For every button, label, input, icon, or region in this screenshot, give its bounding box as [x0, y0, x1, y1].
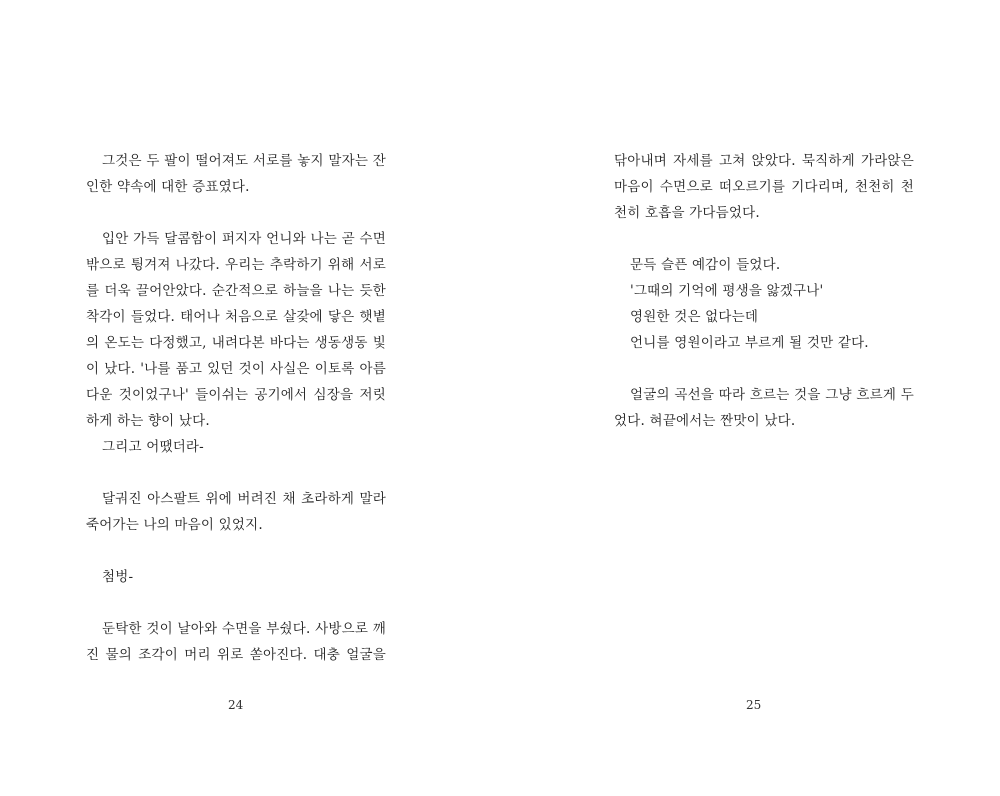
text-line: 영원한 것은 없다는데 [630, 309, 759, 325]
left-page-text [86, 148, 386, 668]
text-line: 언니를 영원이라고 부르게 될 것만 같다. [630, 335, 869, 351]
blank-line [614, 226, 914, 252]
text-line: 달궈진 아스팔트 위에 버려진 채 초라하게 말라 [102, 491, 386, 507]
blank-line [86, 538, 386, 564]
text-line: 착각이 들었다. 태어나 처음으로 살갗에 닿은 햇볕 [86, 309, 386, 325]
blank-line [86, 460, 386, 486]
text-line: 죽어가는 나의 마음이 있었지. [86, 517, 263, 533]
text-line: 인한 약속에 대한 증표였다. [86, 179, 250, 195]
blank-line [614, 356, 914, 382]
text-line: '그때의 기억에 평생을 앓겠구나' [630, 283, 824, 299]
page-number: 24 [228, 698, 244, 712]
text-line: 입안 가득 달콤함이 퍼지자 언니와 나는 곧 수면 [102, 231, 386, 247]
text-line: 이 났다. '나를 품고 있던 것이 사실은 이토록 아름 [86, 361, 386, 377]
text-line: 그것은 두 팔이 떨어져도 서로를 놓지 말자는 잔 [102, 153, 386, 169]
blank-line [86, 590, 386, 616]
text-line: 첨벙- [102, 569, 134, 585]
text-line: 밖으로 튕겨져 나갔다. 우리는 추락하기 위해 서로 [86, 257, 386, 273]
text-line: 얼굴의 곡선을 따라 흐르는 것을 그냥 흐르게 두 [630, 387, 914, 403]
text-line: 다운 것이었구나' 들이쉬는 공기에서 심장을 저릿 [86, 387, 386, 403]
right-page-text [614, 148, 914, 434]
text-line: 그리고 어땠더라- [102, 439, 204, 455]
text-line: 의 온도는 다정했고, 내려다본 바다는 생동생동 빛 [86, 335, 386, 351]
text-line: 마음이 수면으로 떠오르기를 기다리며, 천천히 천 [614, 179, 914, 195]
text-line: 문득 슬픈 예감이 들었다. [630, 257, 781, 273]
text-line: 둔탁한 것이 날아와 수면을 부쉈다. 사방으로 깨 [102, 621, 386, 637]
text-line: 를 더욱 끌어안았다. 순간적으로 하늘을 나는 듯한 [86, 283, 386, 299]
blank-line [86, 200, 386, 226]
page-number: 25 [746, 698, 762, 712]
text-line: 하게 하는 향이 났다. [86, 413, 210, 429]
text-line: 닦아내며 자세를 고쳐 앉았다. 묵직하게 가라앉은 [614, 153, 914, 169]
right-page [500, 0, 1000, 796]
text-line: 천히 호흡을 가다듬었다. [614, 205, 760, 221]
text-line: 었다. 혀끝에서는 짠맛이 났다. [614, 413, 796, 429]
text-line: 진 물의 조각이 머리 위로 쏟아진다. 대충 얼굴을 [86, 647, 386, 663]
